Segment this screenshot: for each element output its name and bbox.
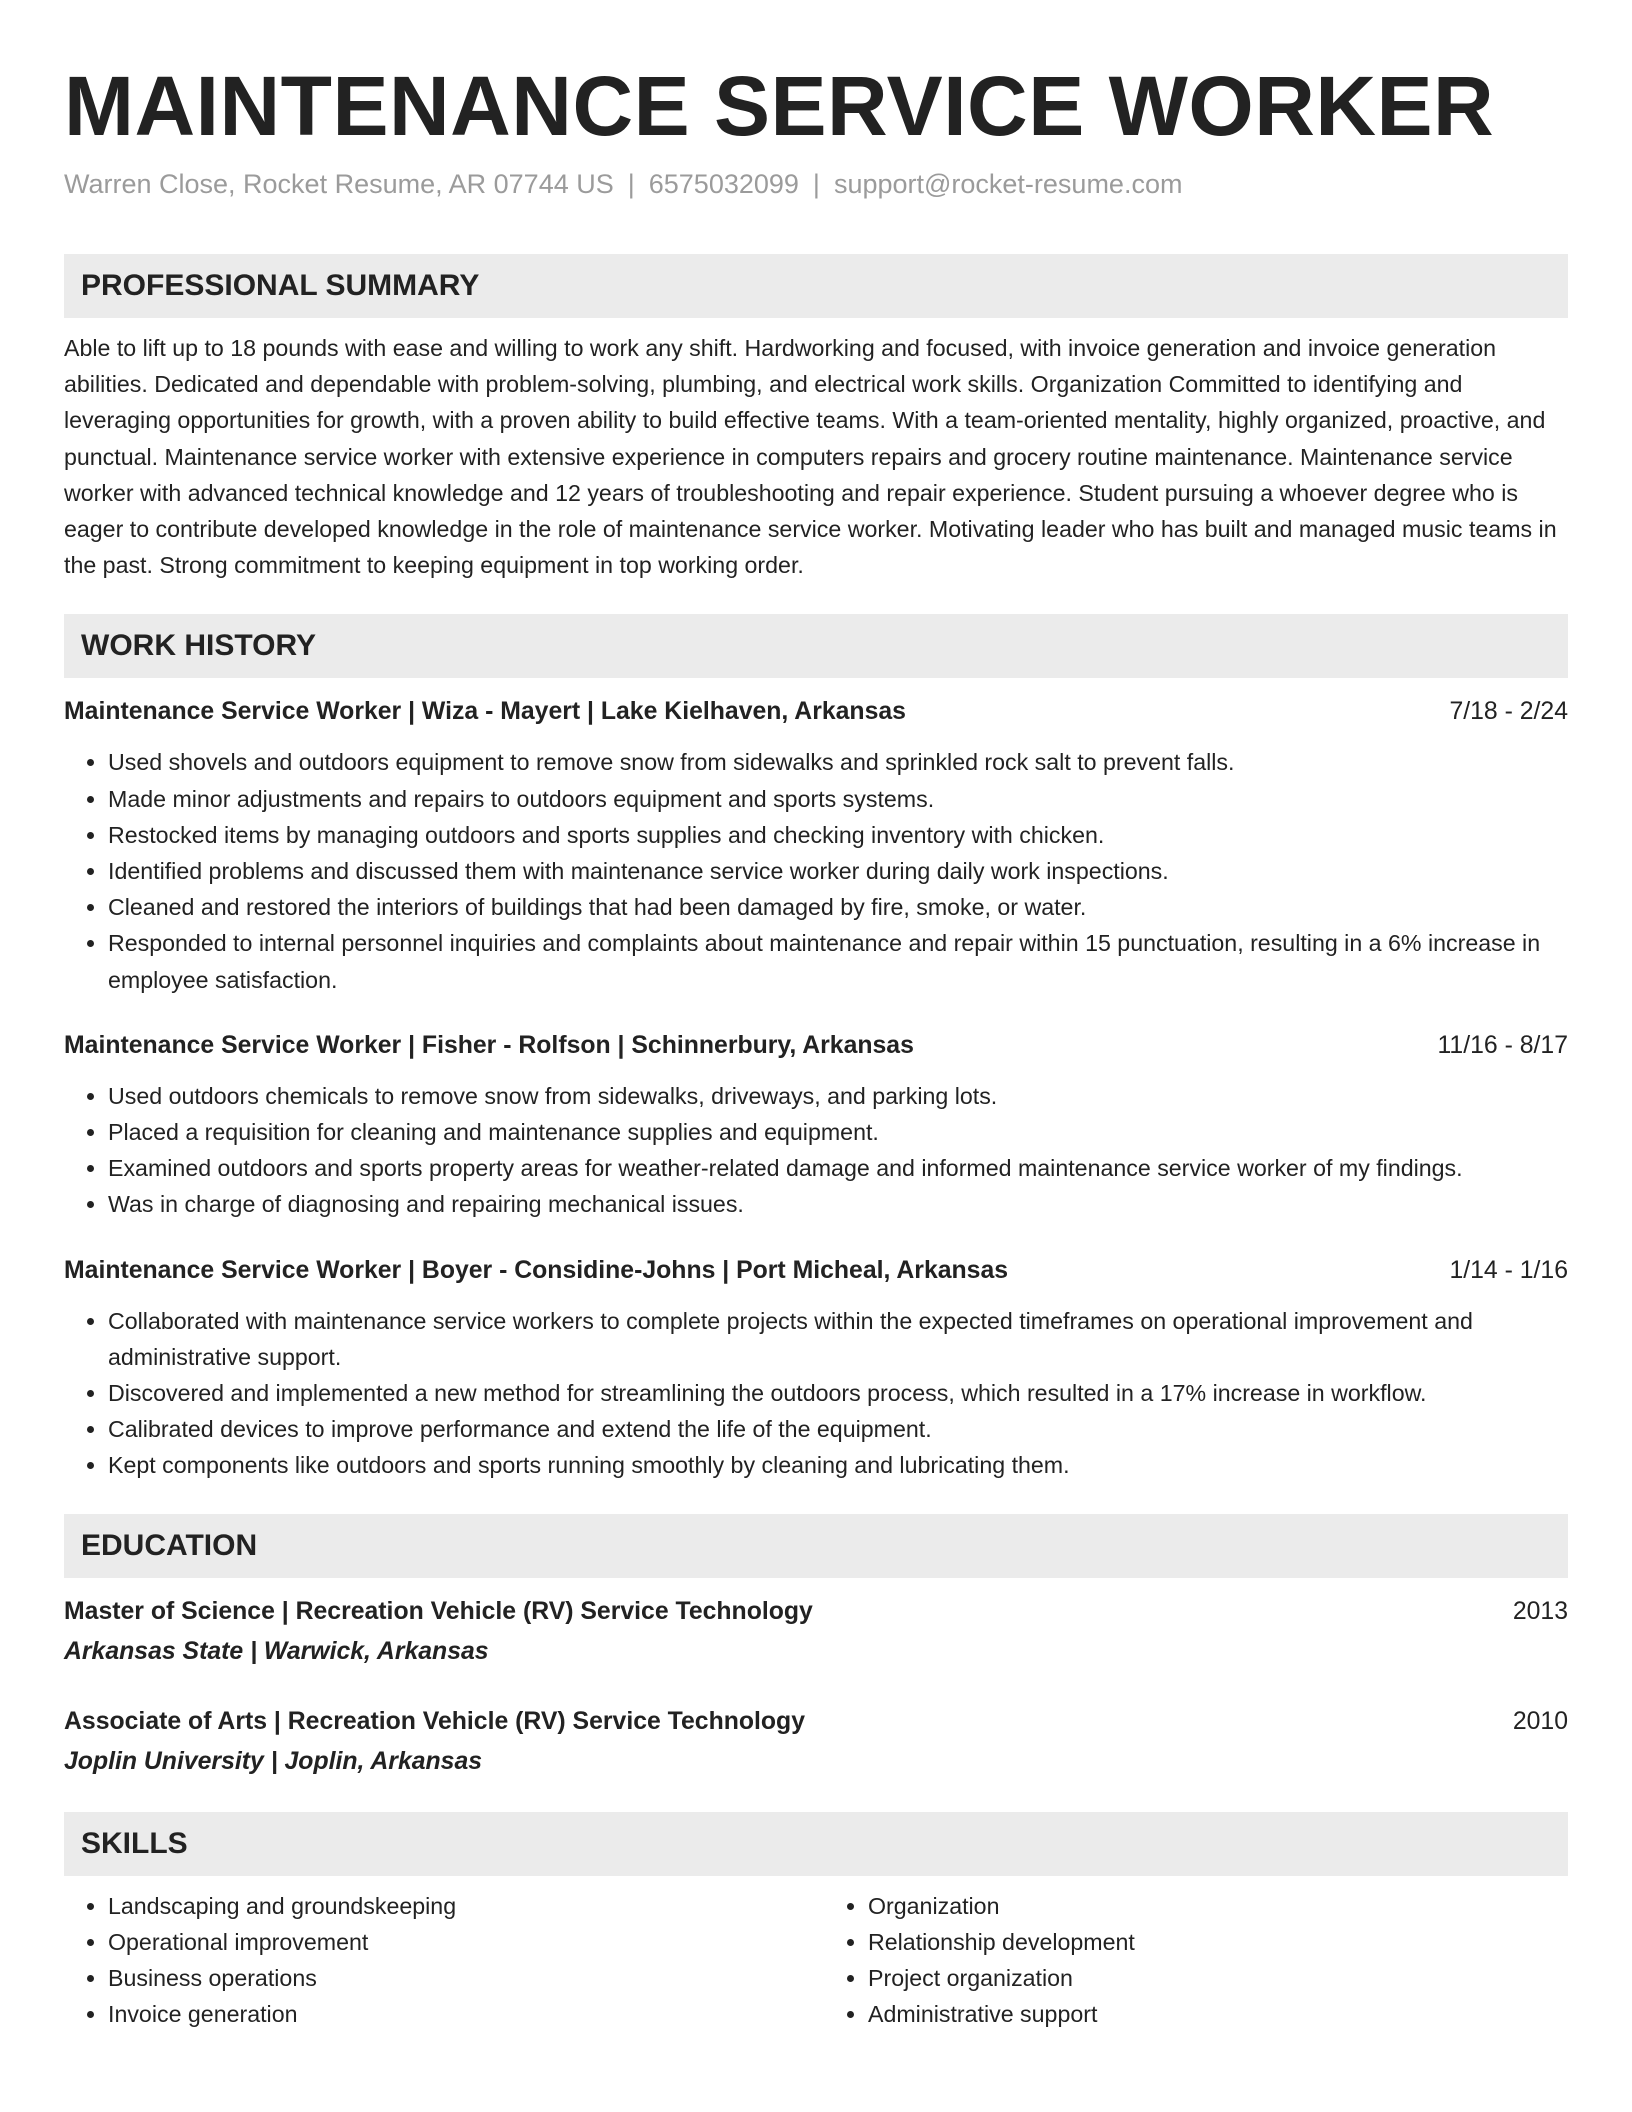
- summary-heading: PROFESSIONAL SUMMARY: [64, 254, 1568, 318]
- skill-item: • Relationship development: [868, 1924, 1568, 1960]
- job-dates: 11/16 - 8/17: [1437, 1031, 1568, 1059]
- contact-line: [64, 166, 1568, 202]
- job-title: Maintenance Service Worker | Boyer - Considine-Johns | Port Micheal, Arkansas: [64, 1256, 1009, 1284]
- job-header: [64, 1028, 1568, 1064]
- skill-item: • Organization: [868, 1888, 1568, 1924]
- job-title: Maintenance Service Worker | Fisher - Rolfson | Schinnerbury, Arkansas: [64, 1031, 914, 1059]
- job-entry: [64, 1028, 1568, 1223]
- skills-column-right: [824, 1888, 1568, 2033]
- job-entry: [64, 1253, 1568, 1484]
- school-name: Joplin University | Joplin, Arkansas: [64, 1747, 483, 1775]
- education-entry: [64, 1704, 1568, 1780]
- job-bullet: • Placed a requisition for cleaning and maintenance supplies and equipment.: [108, 1114, 1568, 1150]
- contact-separator: |: [627, 169, 635, 199]
- graduation-year: 2010: [1512, 1707, 1568, 1735]
- job-entry: [64, 694, 1568, 997]
- school-name: Arkansas State | Warwick, Arkansas: [64, 1637, 489, 1665]
- job-bullet: • Calibrated devices to improve performance and extend the life of the equipment.: [108, 1411, 1568, 1447]
- job-bullet: • Collaborated with maintenance service workers to complete projects within the expected timeframes on operational improvement and administrative support.: [108, 1303, 1568, 1375]
- education-header: [64, 1704, 1568, 1740]
- skills-column-left: [64, 1888, 806, 2033]
- job-bullet: • Cleaned and restored the interiors of buildings that had been damaged by fire, smoke, or water.: [108, 889, 1568, 925]
- work-history-heading: WORK HISTORY: [64, 614, 1568, 678]
- job-dates: 1/14 - 1/16: [1449, 1256, 1568, 1284]
- job-bullet: • Was in charge of diagnosing and repairing mechanical issues.: [108, 1186, 1568, 1222]
- graduation-year: 2013: [1512, 1597, 1568, 1625]
- job-title: Maintenance Service Worker | Wiza - Mayert | Lake Kielhaven, Arkansas: [64, 698, 906, 726]
- contact-separator: |: [812, 169, 820, 199]
- skill-item: • Business operations: [108, 1960, 806, 1996]
- skill-item: • Landscaping and groundskeeping: [108, 1888, 806, 1924]
- job-bullets: [64, 744, 1568, 997]
- candidate-name: MAINTENANCE SERVICE WORKER: [64, 59, 1495, 153]
- job-dates: 7/18 - 2/24: [1449, 698, 1568, 726]
- job-bullet: • Made minor adjustments and repairs to outdoors equipment and sports systems.: [108, 781, 1568, 817]
- job-bullets: [64, 1303, 1568, 1484]
- job-bullet: • Examined outdoors and sports property areas for weather-related damage and informed maintenance service worker of my findings.: [108, 1150, 1568, 1186]
- job-bullet: • Discovered and implemented a new method for streamlining the outdoors process, which resulted in a 17% increase in workflow.: [108, 1375, 1568, 1411]
- degree-title: Associate of Arts | Recreation Vehicle (RV) Service Technology: [64, 1707, 805, 1735]
- education-heading: EDUCATION: [64, 1514, 1568, 1578]
- skill-item: • Invoice generation: [108, 1996, 806, 2032]
- skills-list: [64, 1888, 1568, 2033]
- job-header: [64, 1253, 1568, 1289]
- skill-item: • Operational improvement: [108, 1924, 806, 1960]
- contact-email: support@rocket-resume.com: [833, 169, 1183, 199]
- degree-title: Master of Science | Recreation Vehicle (RV) Service Technology: [64, 1597, 813, 1625]
- job-bullet: • Identified problems and discussed them with maintenance service worker during daily work inspections.: [108, 853, 1568, 889]
- resume-page: [64, 0, 1568, 2032]
- contact-address: Warren Close, Rocket Resume, AR 07744 US: [64, 169, 614, 199]
- job-bullet: • Used shovels and outdoors equipment to remove snow from sidewalks and sprinkled rock salt to prevent falls.: [108, 744, 1568, 780]
- job-bullet: • Used outdoors chemicals to remove snow from sidewalks, driveways, and parking lots.: [108, 1078, 1568, 1114]
- job-bullet: • Kept components like outdoors and sports running smoothly by cleaning and lubricating them.: [108, 1447, 1568, 1483]
- summary-text: Able to lift up to 18 pounds with ease and willing to work any shift. Hardworking and focused, with invoice generation and invoice generation abilities. Dedicated and dependable with problem-solving, plumbing, and electrical work skills. Organization Committed to identifying and leveraging opportunities for growth, with a proven ability to build effective teams. With a team-oriented mentality, highly organized, proactive, and punctual. Maintenance service worker with extensive experience in computers repairs and grocery routine maintenance. Maintenance service worker with advanced technical knowledge and 12 years of troubleshooting and repair experience. Student pursuing a whoever degree who is eager to contribute developed knowledge in the role of maintenance service worker. Motivating leader who has built and managed music teams in the past. Strong commitment to keeping equipment in top working order.: [64, 335, 1557, 579]
- education-entry: [64, 1594, 1568, 1670]
- job-bullet: • Responded to internal personnel inquiries and complaints about maintenance and repair within 15 punctuation, resulting in a 6% increase in employee satisfaction.: [108, 925, 1568, 997]
- job-bullets: [64, 1078, 1568, 1223]
- skills-heading: SKILLS: [64, 1812, 1568, 1876]
- education-header: [64, 1594, 1568, 1630]
- job-header: [64, 694, 1568, 730]
- skill-item: • Project organization: [868, 1960, 1568, 1996]
- skill-item: • Administrative support: [868, 1996, 1568, 2032]
- job-bullet: • Restocked items by managing outdoors and sports supplies and checking inventory with chicken.: [108, 817, 1568, 853]
- contact-phone: 6575032099: [648, 169, 799, 199]
